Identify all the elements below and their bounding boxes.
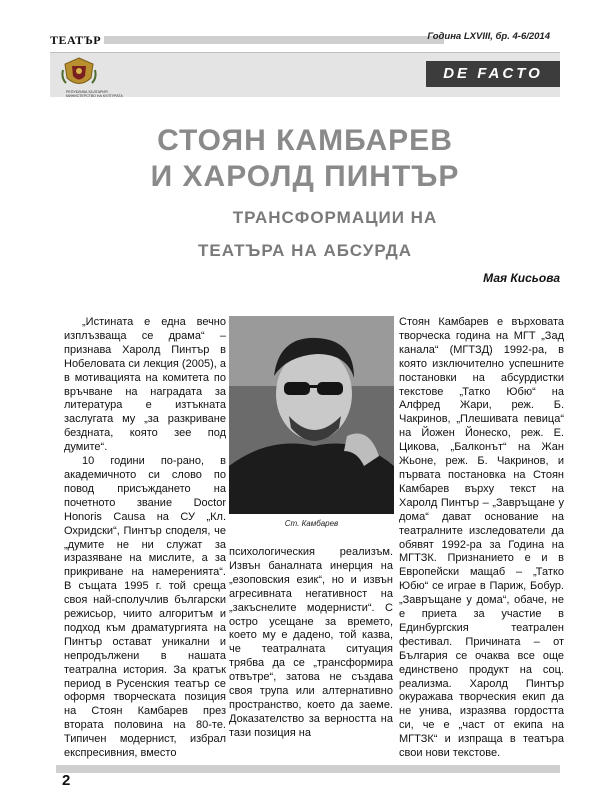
coat-of-arms-icon <box>60 56 98 90</box>
article-subtitle-line-2: ТЕАТЪРА НА АБСУРДА <box>198 241 412 260</box>
section-band <box>50 52 560 97</box>
magazine-logo: ТЕАТЪР <box>50 33 102 47</box>
portrait-image <box>229 316 394 514</box>
page-number: 2 <box>62 772 71 789</box>
ministry-label: РЕПУБЛИКА БЪЛГАРИЯ МИНИСТЕРСТВО НА КУЛТУРАТА <box>66 90 123 98</box>
article-title-line-2: И ХАРОЛД ПИНТЪР <box>150 160 460 193</box>
author-name: Мая Кисьова <box>483 271 560 285</box>
issue-label: Година LXVIII, бр. 4-6/2014 <box>427 31 550 42</box>
rubric-label: DE FACTO <box>426 61 560 87</box>
footer-rule <box>56 765 560 773</box>
author-photo <box>229 316 394 514</box>
article-title-line-1: СТОЯН КАМБАРЕВ <box>157 124 453 157</box>
photo-caption: Ст. Камбарев <box>284 519 339 528</box>
article-column-1 <box>64 316 226 761</box>
article-subtitle-line-1: ТРАНСФОРМАЦИИ НА <box>232 208 438 227</box>
paragraph: 10 години по-рано, в академичното си слово по повод присъждането на почетното звание Doctor Honoris Causa на СУ „Кл. Охридски“, Пинтър споделя, че „думите не ни служат за изразяване на мислите, а за прикриване на намеренията“. В същата 1995 г. той среща своя най-сполучлив български режисьор, чиито алгоритъм и подход към драматургията на Пинтър остават уникални и непродължени в нашата театрална история. За кратък период в Русенския театър се оформя творческата позиция на Стоян Камбарев през втората половина на 80-те. Типичен модернист, избрал експресивния, вместо <box>64 455 226 760</box>
header-rule <box>104 36 444 44</box>
article-column-3 <box>399 316 564 761</box>
paragraph: „Истината е една вечно изплъзваща се драма“ – признава Харолд Пинтър в Нобеловата си лекция (2005), а в мотивацията на комитета по връчване на наградата за литература е изтъкната заслугата му „за разкриване бездната, която зее под думите“. <box>64 316 226 454</box>
article-column-2 <box>229 546 393 741</box>
paragraph: психологическия реализъм. Извън баналната инерция на „езоповския език“, но и извън агресивната негативност на „закъснелите модернисти“. С остро усещане за времето, което му е дадено, той казва, че театралната ситуация трябва да се „трансформира отвътре“, затова не създава своя трупа или алтернативно пространство, което да заеме. Доказателство за верността на тази позиция на <box>229 546 393 739</box>
paragraph: Стоян Камбарев е върховата творческа година на МГТ „Зад канала“ (МГТЗД) 1992-ра, в която изключително успешните постановки на абсурдистки текстове „Татко Юбю“ на Алфред Жари, реж. Б. Чакринов, „Плешивата певица“ на Йожен Йонеско, реж. Е. Цикова, „Балконът“ на Жан Жьоне, реж. Б. Чакринов, и първата постановка на Стоян Камбарев върху текст на Харолд Пинтър – „Завръщане у дома“ дават основание на театралните изследователи да обявят 1992-ра за Година на МГТЗК. Признанието е и в Европейски мащаб – „Татко Юбю“ се играе в Париж, Бобур. „Завръщане у дома“, обаче, не е приета за участие в Единбургския театрален фестивал. Причината – от България се очаква все още единствено продукт на соц. реализма. Харолд Пинтър окуражава творческия екип да не унива, изразява гордостта си, че е „част от екипа на МГТЗК“ и изпраща в театъра свои нови текстове. <box>399 316 564 760</box>
